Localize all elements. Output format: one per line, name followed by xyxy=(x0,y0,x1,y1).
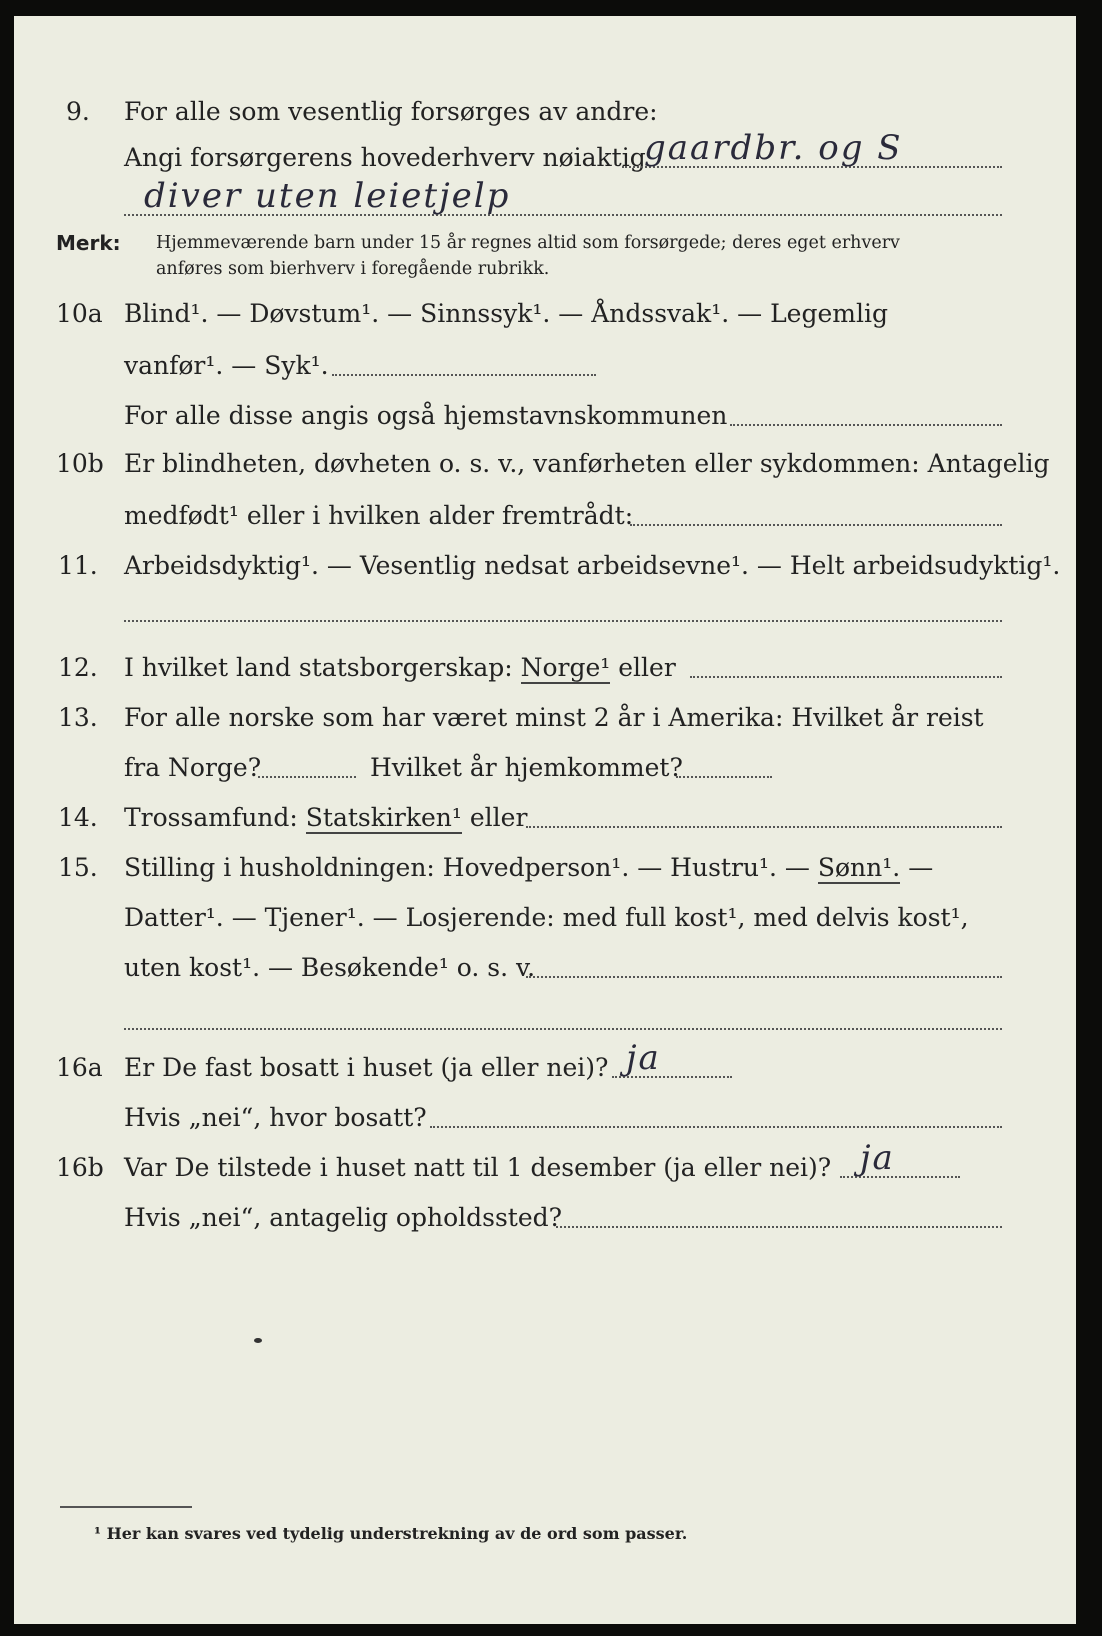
ink-speck xyxy=(254,1338,262,1343)
q16a-handwritten-answer: ja xyxy=(626,1038,661,1078)
merk-line2: anføres som bierhverv i foregående rubrikk. xyxy=(156,259,550,279)
q15-number: 15. xyxy=(58,853,98,882)
q14-answer-line xyxy=(526,826,1002,828)
q16b-number: 16b xyxy=(56,1153,104,1182)
q15-line1 xyxy=(124,852,933,884)
q14-prefix: Trossamfund: xyxy=(124,803,298,832)
q14-number: 14. xyxy=(58,803,98,832)
q14-statskirken-underlined: Statskirken¹ xyxy=(305,803,462,832)
q10a-line1: Blind¹. — Døvstum¹. — Sinnssyk¹. — Åndssvak¹. — Legemlig xyxy=(124,299,888,328)
q9-line1: For alle som vesentlig forsørges av andre: xyxy=(124,97,658,126)
q11-answer-line xyxy=(124,620,1002,622)
footnote-text: Her kan svares ved tydelig understrekning av de ord som passer. xyxy=(106,1524,688,1543)
q9-line2: Angi forsørgerens hovederhverv nøiaktig xyxy=(124,143,646,172)
footnote-mark: ¹ xyxy=(94,1524,102,1543)
q9-handwritten-answer1: gaardbr. og S xyxy=(644,128,903,168)
q15-answer-line1 xyxy=(526,976,1002,978)
footnote xyxy=(94,1524,687,1543)
q11-number: 11. xyxy=(58,551,98,580)
q10a-line3: For alle disse angis også hjemstavnskommunen xyxy=(124,401,728,430)
q15-sonn-underlined: Sønn¹. xyxy=(817,853,901,882)
q15-line1-text: Stilling i husholdningen: Hovedperson¹. — Hustru¹. — xyxy=(124,853,810,882)
q11-line1: Arbeidsdyktig¹. — Vesentlig nedsat arbeidsevne¹. — Helt arbeidsudyktig¹. xyxy=(124,551,1061,580)
q12-number: 12. xyxy=(58,653,98,682)
q14-line xyxy=(124,802,527,834)
footnote-rule xyxy=(60,1506,192,1508)
q10b-line1: Er blindheten, døvheten o. s. v., vanførheten eller sykdommen: Antagelig xyxy=(124,449,1050,478)
census-form-page xyxy=(14,16,1076,1624)
q12-suffix: eller xyxy=(618,653,676,682)
q10b-number: 10b xyxy=(56,449,104,478)
q10b-answer-line xyxy=(630,524,1002,526)
merk-label: Merk: xyxy=(56,231,121,255)
q15-line1-dash: — xyxy=(908,853,934,882)
q15-line3: uten kost¹. — Besøkende¹ o. s. v. xyxy=(124,953,536,982)
q9-number: 9. xyxy=(66,97,90,126)
q10a-line2: vanfør¹. — Syk¹. xyxy=(124,351,329,380)
q10b-line2: medfødt¹ eller i hvilken alder fremtrådt: xyxy=(124,501,634,530)
q16b-line2: Hvis „nei“, antagelig opholdssted? xyxy=(124,1203,563,1232)
q16a-number: 16a xyxy=(56,1053,103,1082)
q16a-line2: Hvis „nei“, hvor bosatt? xyxy=(124,1103,427,1132)
q13-line1: For alle norske som har været minst 2 år i Amerika: Hvilket år reist xyxy=(124,703,984,732)
q10a-syk-answer-line xyxy=(332,374,596,376)
q16b-handwritten-answer: ja xyxy=(860,1138,895,1178)
q12-prefix: I hvilket land statsborgerskap: xyxy=(124,653,513,682)
q16a-bosatt-answer-line xyxy=(430,1126,1002,1128)
q16b-line1: Var De tilstede i huset natt til 1 desember (ja eller nei)? xyxy=(124,1153,832,1182)
q12-answer-line xyxy=(690,676,1002,678)
q12-line xyxy=(124,652,676,684)
merk-line1: Hjemmeværende barn under 15 år regnes altid som forsørgede; deres eget erhverv xyxy=(156,233,900,253)
q16b-answer-line xyxy=(840,1176,960,1178)
q16b-opholdssted-answer-line xyxy=(556,1226,1002,1228)
q9-handwritten-answer2: diver uten leietjelp xyxy=(144,176,511,216)
q12-norge-underlined: Norge¹ xyxy=(520,653,611,682)
q10a-hjemstavn-answer-line xyxy=(730,424,1002,426)
q13-line2a: fra Norge? xyxy=(124,753,262,782)
q13-reist-answer-line xyxy=(258,776,356,778)
q14-suffix: eller xyxy=(469,803,528,832)
q16a-line1: Er De fast bosatt i huset (ja eller nei)? xyxy=(124,1053,609,1082)
q15-answer-line2 xyxy=(124,1028,1002,1030)
q15-line2: Datter¹. — Tjener¹. — Losjerende: med full kost¹, med delvis kost¹, xyxy=(124,903,969,932)
q10a-number: 10a xyxy=(56,299,103,328)
q13-number: 13. xyxy=(58,703,98,732)
q13-line2b: Hvilket år hjemkommet? xyxy=(370,753,683,782)
q13-hjemkommet-answer-line xyxy=(676,776,772,778)
